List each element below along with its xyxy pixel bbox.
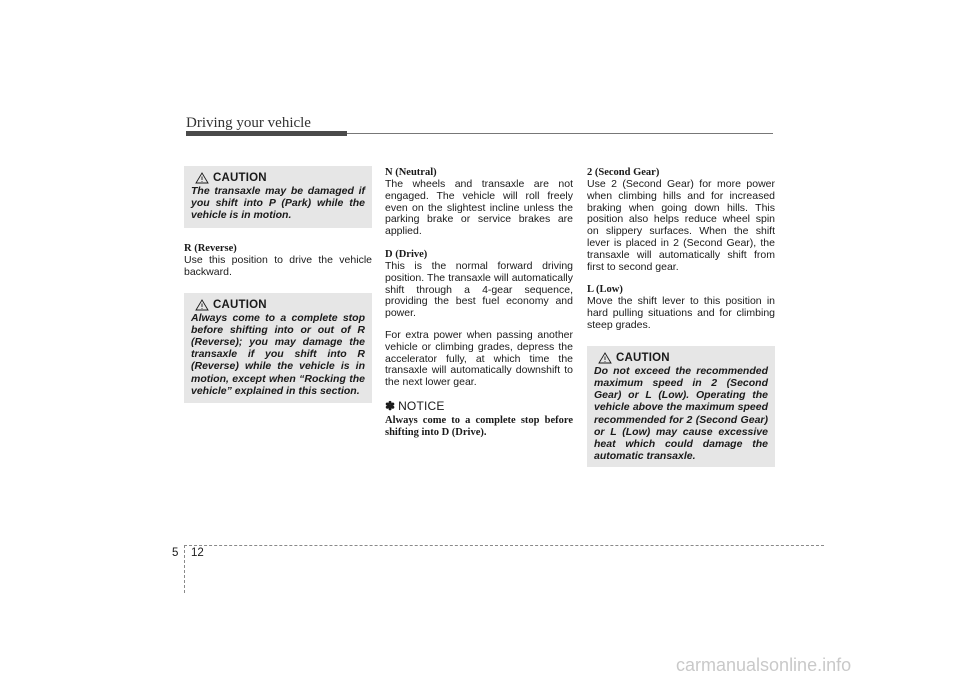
column-1 xyxy=(184,166,372,403)
caution-text: Always come to a complete stop before shifting into or out of R (Reverse); you may damage the transaxle if you shift into R (Reverse) while the vehicle is in motion, except when “Rocking the vehicle” explained in this section. xyxy=(191,311,365,397)
caution-header xyxy=(195,172,365,184)
section-title-low: L (Low) xyxy=(587,284,623,296)
section-body-reverse: Use this position to drive the vehicle backward. xyxy=(184,254,372,278)
section-title-second-gear: 2 (Second Gear) xyxy=(587,167,660,178)
chapter-number: 5 xyxy=(172,547,179,559)
page-header-title: Driving your vehicle xyxy=(186,115,311,131)
section-title-drive: D (Drive) xyxy=(385,248,428,260)
notice-header xyxy=(385,399,573,413)
caution-box-reverse xyxy=(184,293,372,403)
caution-box-speed xyxy=(587,346,775,467)
page-number: 12 xyxy=(191,547,204,559)
caution-title: CAUTION xyxy=(213,172,267,184)
notice-star-icon: ✽ xyxy=(385,398,396,413)
section-body-drive-2: For extra power when passing another vehicle or climbing grades, depress the accelerator fully, at which time the transaxle will automatically downshift to the next lower gear. xyxy=(385,328,573,389)
footer-dashed-rule xyxy=(184,545,824,546)
caution-text: The transaxle may be damaged if you shift into P (Park) while the vehicle is in motion. xyxy=(191,185,365,222)
caution-header xyxy=(195,299,365,311)
section-body-drive-1: This is the normal forward driving position. The transaxle will automatically shift through a 4-gear sequence, providing the best fuel economy and power. xyxy=(385,259,573,320)
caution-text: Do not exceed the recommended maximum speed in 2 (Second Gear) or L (Low). Operating the vehicle above the maximum speed recommended for 2 (Second Gear) or L (Low) may cause excessive heat which could damage the automatic transaxle. xyxy=(594,364,768,463)
notice-title: NOTICE xyxy=(398,398,445,413)
warning-triangle-icon xyxy=(598,352,612,364)
caution-header xyxy=(598,352,768,364)
caution-title: CAUTION xyxy=(213,298,267,311)
section-body-second-gear: Use 2 (Second Gear) for more power when climbing hills and for increased braking when going down hills. This position also helps reduce wheel spin on slippery surfaces. When the shift lever is placed in 2 (Second Gear), the transaxle will automatically shift from first to second gear. xyxy=(587,178,775,273)
header-bar xyxy=(186,131,347,136)
watermark: carmanualsonline.info xyxy=(676,655,852,675)
section-title-neutral: N (Neutral) xyxy=(385,167,437,178)
section-body-low: Move the shift lever to this position in hard pulling situations and for climbing steep grades. xyxy=(587,295,775,331)
column-2 xyxy=(385,166,573,440)
section-title-reverse: R (Reverse) xyxy=(184,243,237,254)
footer-dashed-vertical xyxy=(184,545,185,593)
header-rule xyxy=(347,133,773,134)
column-3 xyxy=(587,166,775,467)
caution-title: CAUTION xyxy=(616,351,670,364)
caution-box-park xyxy=(184,166,372,228)
warning-triangle-icon xyxy=(195,299,209,311)
notice-text: Always come to a complete stop before shifting into D (Drive). xyxy=(385,414,573,439)
section-body-neutral: The wheels and transaxle are not engaged. The vehicle will roll freely even on the slightest incline unless the parking brake or service brakes are applied. xyxy=(385,178,573,238)
warning-triangle-icon xyxy=(195,172,209,184)
